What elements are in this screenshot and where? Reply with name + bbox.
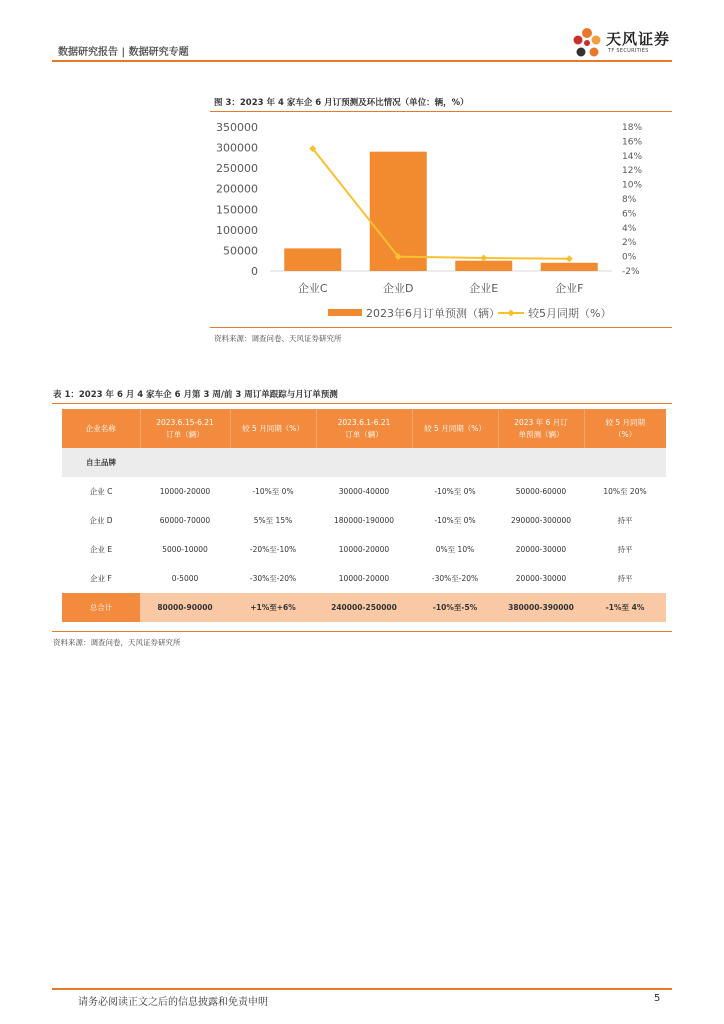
right-axis-tick-label: 16% [622,137,643,148]
table-cell: 持平 [617,545,633,554]
table-cell: 企业 C [89,487,113,496]
left-axis-tick-label: 250000 [216,162,258,176]
company-logo [570,26,680,62]
total-cell: 80000-90000 [140,593,230,622]
table-cell: 10000-20000 [338,545,390,554]
left-axis-tick-label: 0 [251,265,258,278]
table-header-text: 2023 年 6 月订 [514,417,568,427]
table-cell: 持平 [617,574,633,583]
right-axis-tick-label: 14% [622,151,643,162]
yoy-change-line [313,149,570,259]
table-header-cell [412,409,498,448]
order-forecast-chart [210,112,672,327]
table-cell: 0-5000 [171,574,199,583]
table-header-cell [316,409,412,448]
right-axis-tick-label: 6% [622,209,637,220]
report-header-title: 数据研究报告 | 数据研究专题 [58,47,189,58]
right-axis-tick-label: 4% [622,223,637,234]
group-row-fill [140,448,666,477]
table-cell: 50000-60000 [515,487,567,496]
table-row [62,477,666,506]
legend-line-label: 较5月同期（%） [528,307,612,320]
table-header-cell [498,409,584,448]
yoy-point-3 [480,255,487,262]
left-axis-tick-label: 50000 [223,244,258,258]
figure-bottom-rule [210,327,672,328]
total-cell: 总合计 [62,593,140,622]
table-row [62,506,666,535]
category-label: 企业C [297,282,328,295]
group-label: 自主品牌 [62,448,140,477]
bar-1 [284,248,341,271]
table-cell: -10%至 0% [434,516,476,525]
right-axis-tick-label: 2% [622,238,637,249]
table-cell: 0%至 10% [435,545,475,554]
table-header-cell [230,409,316,448]
category-label: 企业D [383,282,414,295]
legend-bar-label: 2023年6月订单预测（辆） [366,307,500,320]
category-label: 企业E [469,282,499,295]
page-number: 5 [654,993,661,1004]
table-cell: -30%至-20% [249,574,297,583]
table-cell: 持平 [617,516,633,525]
table-header-text: 较 5 月同期（%） [424,423,486,433]
table-source: 资料来源：调查问卷，天风证券研究所 [53,638,181,647]
right-axis-tick-label: 18% [622,123,643,133]
table-cell: -30%至-20% [431,574,479,583]
table-header-text: 2023.6.15-6.21 [156,417,214,427]
table-header-text: 较 5 月同期 [605,417,646,427]
table-cell: 20000-30000 [515,545,567,554]
right-axis-tick-label: 0% [622,252,637,263]
table-cell: 60000-70000 [159,516,211,525]
header-divider [52,60,672,62]
total-cell: 240000-250000 [316,593,412,622]
total-cell: +1%至+6% [230,593,316,622]
footer-disclaimer: 请务必阅读正文之后的信息披露和免责申明 [78,997,268,1008]
table-group-row [62,448,666,477]
table-caption: 表 1：2023 年 6 月 4 家车企 6 月第 3 周/前 3 周订单跟踪与月订单预测 [53,390,338,400]
category-label: 企业F [555,282,584,295]
left-axis-tick-label: 100000 [216,223,258,237]
table-cell: 10%至 20% [603,487,647,496]
table-header-row [62,409,666,448]
table-header-cell [584,409,666,448]
left-axis-tick-label: 300000 [216,141,258,155]
table-cell: 290000-300000 [511,516,571,525]
right-axis-tick-label: 10% [622,180,643,191]
yoy-point-4 [566,255,573,262]
order-tracking-table [62,409,666,622]
table-cell: 10000-20000 [338,574,390,583]
table-top-rule [52,403,672,404]
table-cell: 企业 F [90,574,112,583]
legend-bar-swatch [328,309,362,316]
table-cell: -20%至-10% [249,545,297,554]
right-axis-tick-label: 12% [622,166,643,177]
table-header-text: 单预测（辆） [518,429,564,439]
table-row [62,535,666,564]
table-header-text: 2023.6.1-6.21 [337,417,391,427]
right-axis-tick-label: 8% [622,195,637,205]
table-header-cell [140,409,230,448]
table-header-text: 订单（辆） [166,429,204,439]
total-cell: 380000-390000 [498,593,584,622]
table-cell: 10000-20000 [159,487,211,496]
bar-3 [455,261,512,271]
table-header-text: （%） [614,429,637,439]
left-axis-tick-label: 150000 [216,203,258,217]
logo-wordmark: 天风证券 [606,30,671,48]
table-bottom-rule [52,631,672,632]
table-cell: -10%至 0% [434,487,476,496]
bar-4 [541,263,598,271]
table-cell: 20000-30000 [515,574,567,583]
footer-divider [52,988,672,990]
table-header-text: 订单（辆） [345,429,383,439]
table-cell: 180000-190000 [334,516,394,525]
table-header-text: 企业名称 [85,423,116,433]
table-total-row [62,593,666,622]
flower-logo-icon [570,26,604,62]
table-cell: 企业 D [89,516,113,525]
table-row [62,564,666,593]
logo-subtitle: TF SECURITIES [608,48,649,54]
table-cell: -10%至 0% [252,487,294,496]
table-header-cell [62,409,140,448]
table-cell: 30000-40000 [338,487,390,496]
left-axis-tick-label: 200000 [216,182,258,196]
table-header-text: 较 5 月同期（%） [242,423,304,433]
table-cell: 5%至 15% [253,516,293,525]
table-cell: 5000-10000 [162,545,208,554]
right-axis-tick-label: -2% [622,267,640,277]
legend-line-marker [507,309,514,316]
table-cell: 企业 E [89,545,113,554]
figure-source: 资料来源：调查问卷、天风证券研究所 [214,334,342,343]
left-axis-tick-label: 350000 [216,121,258,134]
total-cell: -10%至-5% [412,593,498,622]
figure-caption: 图 3：2023 年 4 家车企 6 月订预测及环比情况（单位：辆，%） [214,98,469,108]
total-cell: -1%至 4% [584,593,666,622]
